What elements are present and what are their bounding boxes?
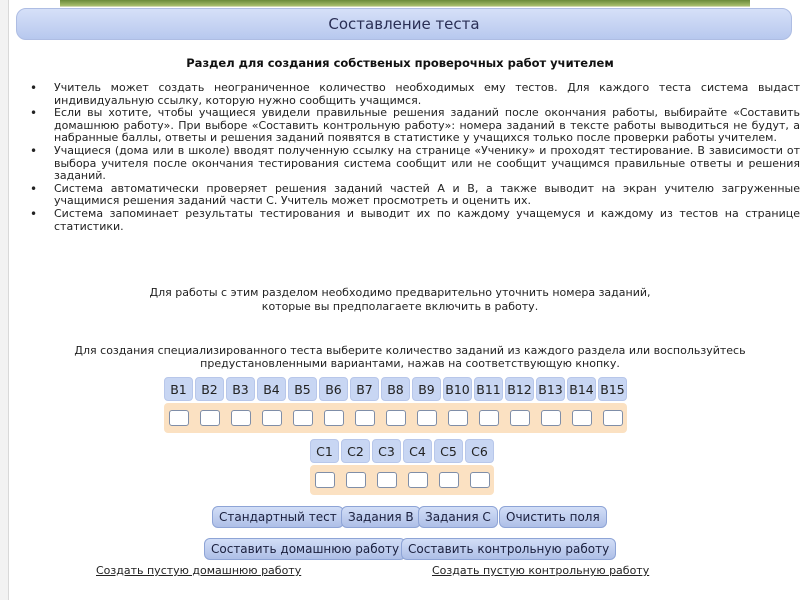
task-label-b14: B14 xyxy=(567,377,596,401)
task-label-b8: B8 xyxy=(381,377,410,401)
bullet-icon: • xyxy=(30,106,38,121)
note-line: Для работы с этим разделом необходимо предварительно уточнить номера заданий, xyxy=(149,286,651,299)
task-label-b5: B5 xyxy=(288,377,317,401)
list-item xyxy=(28,183,800,208)
task-count-input-c6[interactable] xyxy=(470,472,490,488)
create-control-button[interactable]: Составить контрольную работу xyxy=(401,538,616,560)
task-cell xyxy=(319,406,348,430)
task-cell xyxy=(288,406,317,430)
task-count-input-b12[interactable] xyxy=(510,410,530,426)
task-count-input-b1[interactable] xyxy=(169,410,189,426)
task-cell xyxy=(195,406,224,430)
task-label-c4: C4 xyxy=(403,439,432,463)
tasks-b-button[interactable]: Задания B xyxy=(341,506,421,528)
task-label-b2: B2 xyxy=(195,377,224,401)
task-count-input-b5[interactable] xyxy=(293,410,313,426)
task-count-input-b13[interactable] xyxy=(541,410,561,426)
list-item-text: Система запоминает результаты тестирования и выводит их по каждому учащемуся и каждому из тестов на странице статистики. xyxy=(54,206,800,233)
instruction-line: предустановленными вариантами, нажав на соответствующую кнопку. xyxy=(200,356,620,370)
bullet-icon: • xyxy=(30,206,38,221)
task-label-b9: B9 xyxy=(412,377,441,401)
instruction-line: Для создания специализированного теста выберите количество заданий из каждого раздела или воспользуйтесь xyxy=(74,344,746,357)
task-cell xyxy=(567,406,596,430)
task-cell xyxy=(350,406,379,430)
task-label-b4: B4 xyxy=(257,377,286,401)
task-count-input-b2[interactable] xyxy=(200,410,220,426)
task-cell xyxy=(598,406,627,430)
task-label-b13: B13 xyxy=(536,377,565,401)
tasks-c-button[interactable]: Задания C xyxy=(418,506,498,528)
task-label-c1: C1 xyxy=(310,439,339,463)
task-count-input-c2[interactable] xyxy=(346,472,366,488)
info-list xyxy=(28,82,800,233)
section-subtitle: Раздел для создания собственых проверочных работ учителем xyxy=(186,56,614,70)
task-label-b12: B12 xyxy=(505,377,534,401)
task-cell xyxy=(465,468,494,492)
note-line: которые вы предполагаете включить в работу. xyxy=(261,300,539,313)
task-cell xyxy=(372,468,401,492)
task-count-input-b14[interactable] xyxy=(572,410,592,426)
empty-control-link[interactable]: Создать пустую контрольную работу xyxy=(432,564,650,577)
empty-homework-link[interactable]: Создать пустую домашнюю работу xyxy=(96,564,302,577)
task-label-c2: C2 xyxy=(341,439,370,463)
task-count-input-b11[interactable] xyxy=(479,410,499,426)
task-label-b11: B11 xyxy=(474,377,503,401)
standard-test-button[interactable]: Стандартный тест xyxy=(212,506,344,528)
task-cell xyxy=(412,406,441,430)
task-count-input-c4[interactable] xyxy=(408,472,428,488)
preparation-note xyxy=(0,286,800,314)
task-count-input-c3[interactable] xyxy=(377,472,397,488)
task-count-input-b4[interactable] xyxy=(262,410,282,426)
clear-fields-button[interactable]: Очистить поля xyxy=(499,506,607,528)
task-count-input-b8[interactable] xyxy=(386,410,406,426)
list-item-text: Учащиеся (дома или в школе) вводят полученную ссылку на странице «Ученику» и проходят тестирование. В зависимости от выбора учителя после окончания тестирования система сообщит или не сообщит учащимся правильные ответы и решения заданий. xyxy=(54,143,800,183)
task-cell xyxy=(434,468,463,492)
create-homework-button[interactable]: Составить домашнюю работу xyxy=(204,538,406,560)
task-cell xyxy=(474,406,503,430)
list-item xyxy=(28,107,800,145)
task-label-c6: C6 xyxy=(465,439,494,463)
task-label-b15: B15 xyxy=(598,377,627,401)
bullet-icon: • xyxy=(30,181,38,196)
bullet-icon: • xyxy=(30,143,38,158)
task-cell xyxy=(536,406,565,430)
list-item-text: Если вы хотите, чтобы учащиеся увидели правильные решения заданий после окончания работы, выбирайте «Составить домашнюю работу». При выборе «Составить контрольную работу»: номера заданий в тексте работы выводиться не будут, а набранные баллы, ответы и решения заданий появятся в статистике у учащихся только после проверки работы учителем. xyxy=(54,106,800,145)
task-cell xyxy=(257,406,286,430)
b-task-inputs xyxy=(164,403,627,433)
task-cell xyxy=(164,406,193,430)
task-label-b1: B1 xyxy=(164,377,193,401)
task-label-b10: B10 xyxy=(443,377,472,401)
task-count-input-b15[interactable] xyxy=(603,410,623,426)
task-count-input-c5[interactable] xyxy=(439,472,459,488)
task-count-input-b7[interactable] xyxy=(355,410,375,426)
task-label-b7: B7 xyxy=(350,377,379,401)
task-count-input-c1[interactable] xyxy=(315,472,335,488)
task-cell xyxy=(381,406,410,430)
top-banner-image xyxy=(60,0,750,7)
task-count-input-b9[interactable] xyxy=(417,410,437,426)
c-task-inputs xyxy=(310,465,494,495)
list-item xyxy=(28,82,800,107)
task-cell xyxy=(505,406,534,430)
c-task-labels xyxy=(310,439,494,463)
task-cell xyxy=(226,406,255,430)
task-cell xyxy=(341,468,370,492)
task-cell xyxy=(310,468,339,492)
list-item xyxy=(28,208,800,233)
task-label-b3: B3 xyxy=(226,377,255,401)
task-count-input-b6[interactable] xyxy=(324,410,344,426)
task-label-c5: C5 xyxy=(434,439,463,463)
b-task-labels xyxy=(164,377,627,401)
task-label-b6: B6 xyxy=(319,377,348,401)
task-count-input-b3[interactable] xyxy=(231,410,251,426)
task-count-input-b10[interactable] xyxy=(448,410,468,426)
task-label-c3: C3 xyxy=(372,439,401,463)
task-cell xyxy=(403,468,432,492)
list-item-text: Учитель может создать неограниченное количество необходимых ему тестов. Для каждого теста система выдаст индивидуальную ссылку, которую нужно сообщить учащимся. xyxy=(54,81,800,107)
instruction-text xyxy=(40,345,780,370)
list-item-text: Система автоматически проверяет решения заданий частей А и В, а также выводит на экран учителю загруженные учащимися решения заданий части С. Учитель может просмотреть и оценить их. xyxy=(54,181,800,208)
list-item xyxy=(28,145,800,183)
bullet-icon: • xyxy=(30,81,38,95)
task-cell xyxy=(443,406,472,430)
page-title: Составление теста xyxy=(16,8,792,40)
